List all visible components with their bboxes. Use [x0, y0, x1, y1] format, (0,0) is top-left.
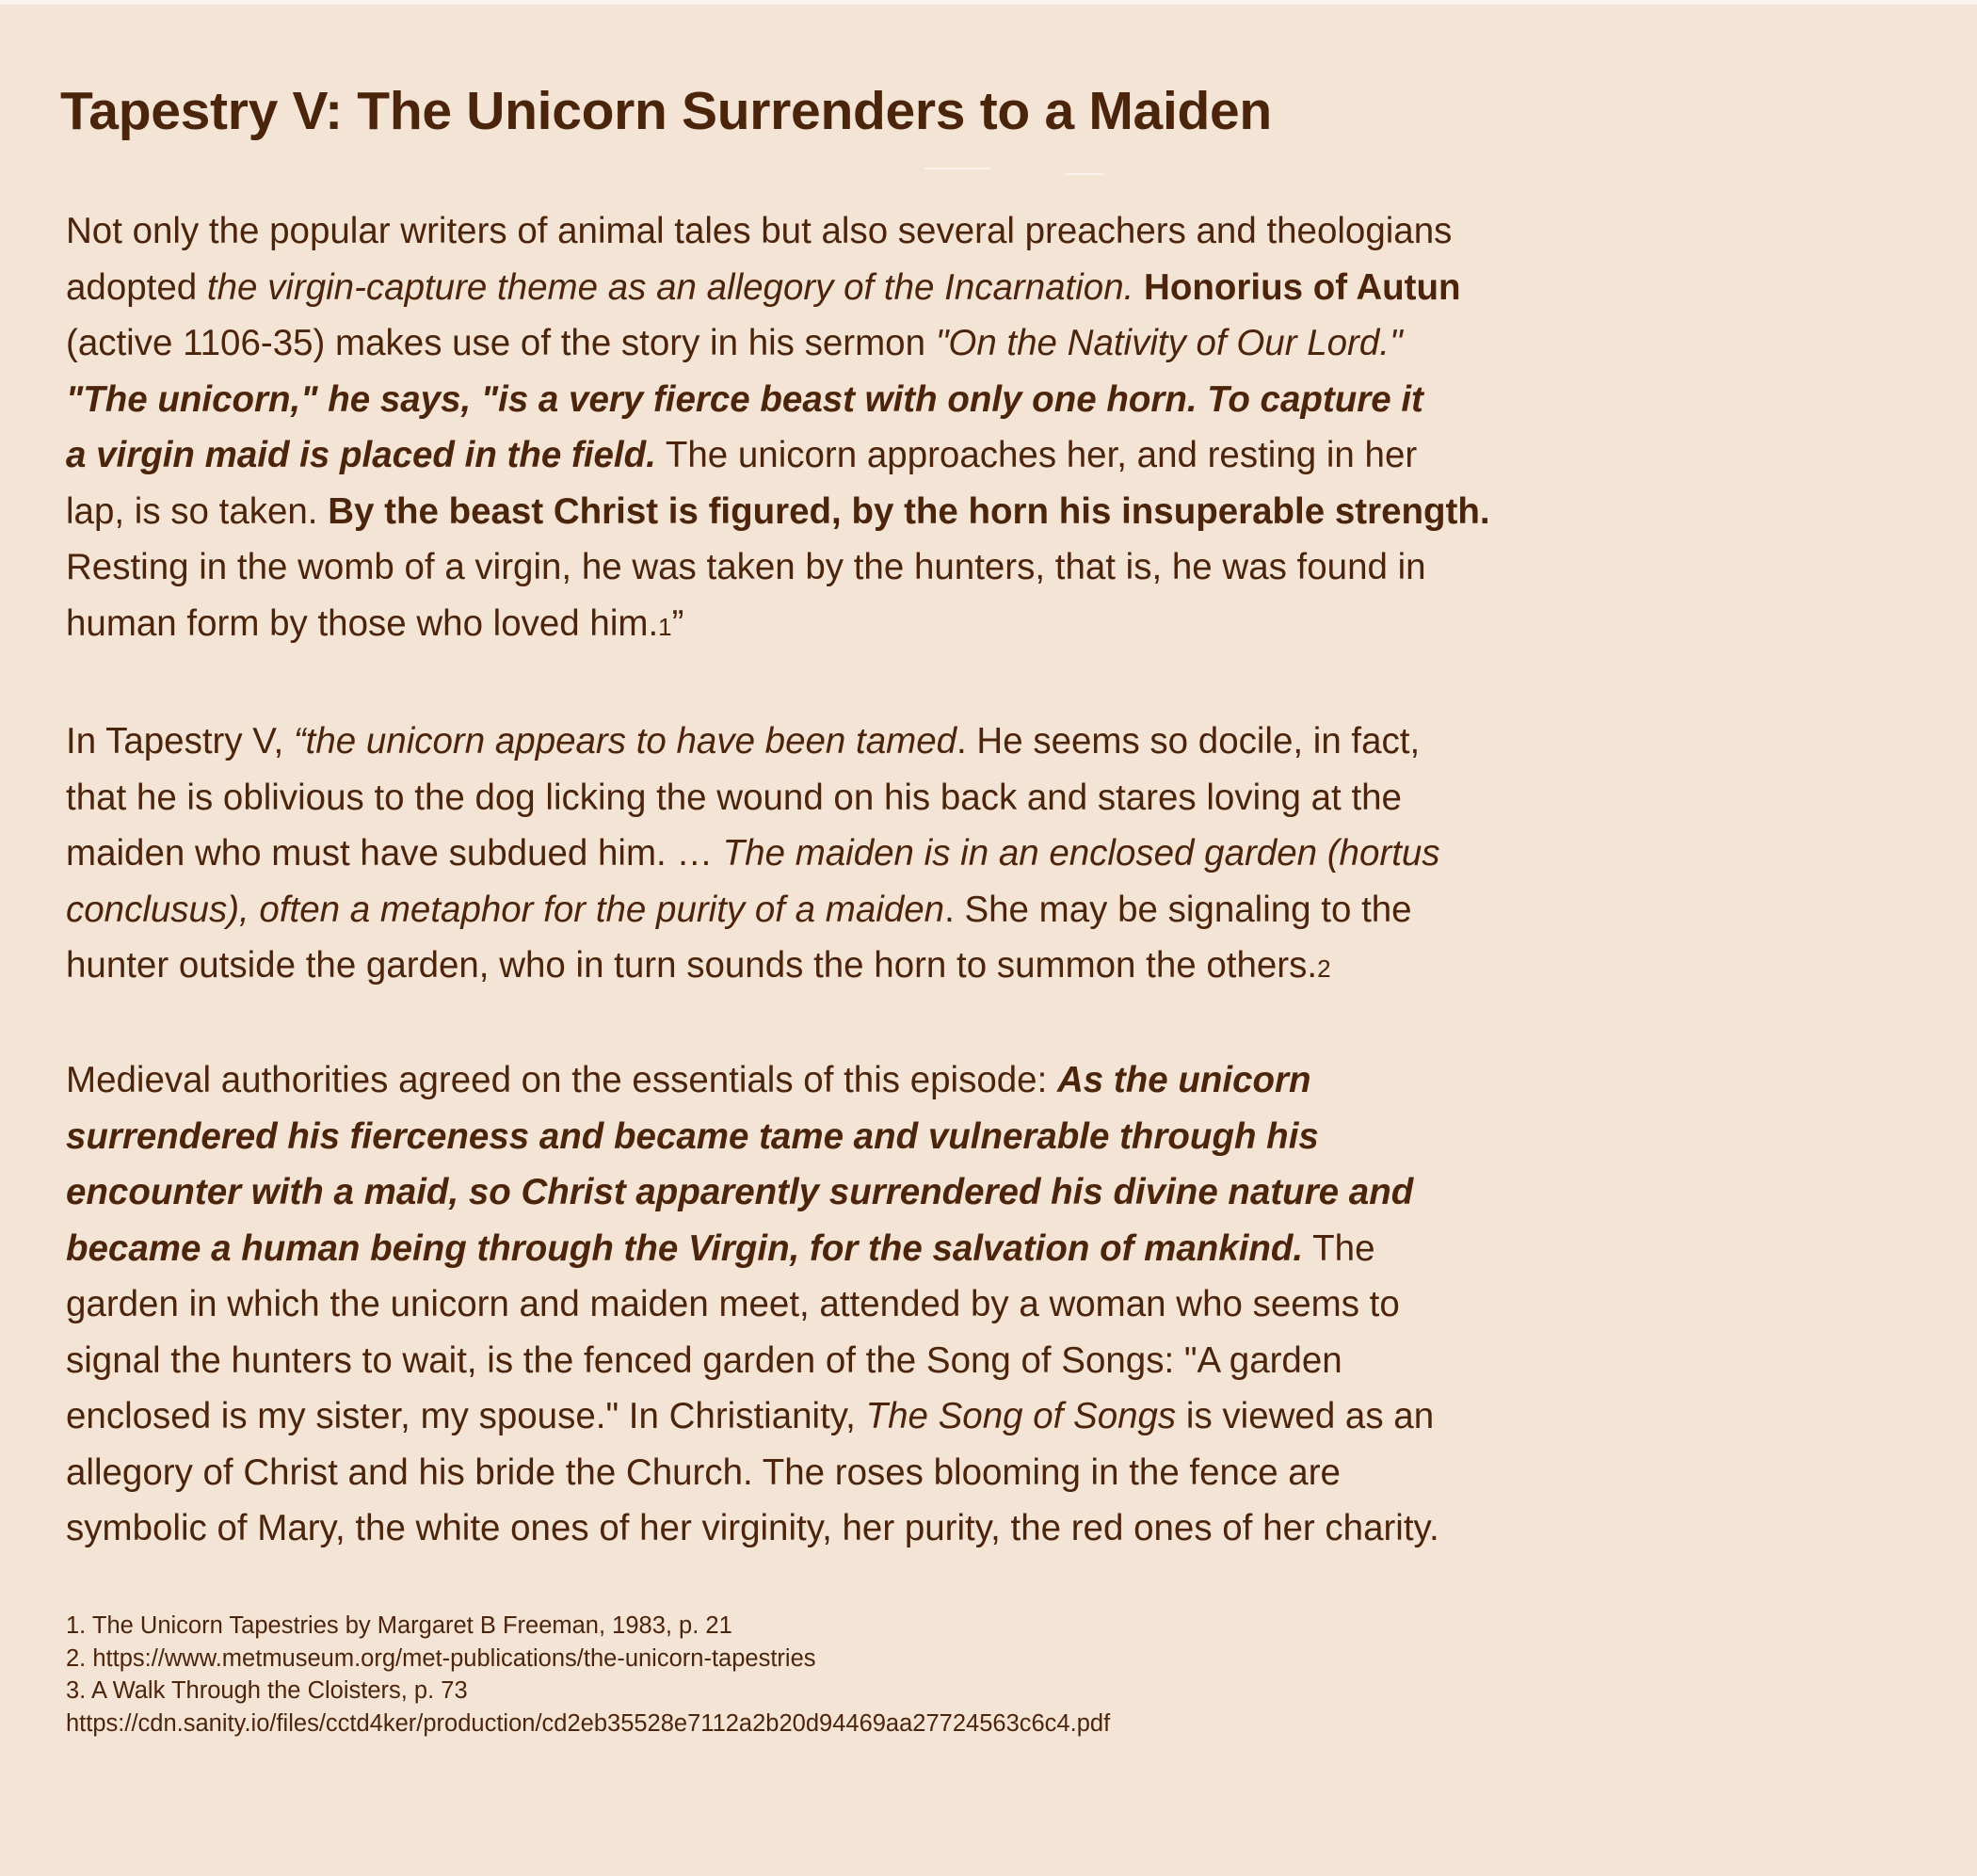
scan-artifact — [1066, 173, 1103, 175]
text-run: The unicorn approaches her, and resting in her — [655, 435, 1418, 475]
text-line — [66, 938, 1939, 994]
text-line — [66, 1164, 1939, 1221]
text-run: is viewed as an — [1176, 1396, 1435, 1436]
text-run: garden in which the unicorn and maiden meet, attended by a woman who seems to — [66, 1284, 1400, 1324]
text-run: . She may be signaling to the — [944, 889, 1412, 930]
text-run: Resting in the womb of a virgin, he was taken by the hunters, that is, he was found in — [66, 547, 1426, 587]
text-run: maiden who must have subdued him. … — [66, 833, 723, 874]
footnote-3: 3. A Walk Through the Cloisters, p. 73 — [66, 1677, 468, 1704]
footnote-1: 1. The Unicorn Tapestries by Margaret B Freeman, 1983, p. 21 — [66, 1612, 732, 1639]
text-run: "On the Nativity of Our Lord." — [935, 323, 1403, 363]
text-line — [66, 427, 1939, 484]
text-line — [66, 826, 1939, 882]
text-run: surrendered his fierceness and became tame and vulnerable through his — [66, 1115, 1319, 1157]
text-line — [66, 714, 1939, 770]
text-run: “the unicorn appears to have been tamed — [293, 721, 957, 762]
footnote-3-link[interactable]: https://cdn.sanity.io/files/cctd4ker/production/cd2eb35528e7112a2b20d94469aa27724563c6c4.pdf — [66, 1709, 1111, 1737]
text-run: adopted — [66, 266, 207, 308]
text-run: symbolic of Mary, the white ones of her virginity, her purity, the red ones of her charity. — [66, 1508, 1439, 1548]
text-run: In Tapestry V, — [66, 721, 294, 762]
text-line — [66, 1333, 1939, 1389]
text-line — [66, 484, 1939, 540]
text-line — [66, 372, 1939, 428]
text-run: human form by those who loved him. — [66, 602, 659, 644]
text-run: As the unicorn — [1056, 1060, 1311, 1100]
text-line — [66, 770, 1939, 826]
text-run: became a human being through the Virgin, for the salvation of mankind. — [66, 1227, 1304, 1269]
text-run: The Song of Songs — [865, 1396, 1177, 1436]
top-edge-strip — [0, 0, 1977, 5]
text-run: allegory of Christ and his bride the Church. The roses blooming in the fence are — [66, 1451, 1341, 1493]
footnote-marker: 1 — [658, 612, 672, 641]
text-run: By the beast Christ is figured, by the horn his insuperable strength. — [328, 490, 1490, 532]
text-line — [66, 1500, 1939, 1557]
paragraph-2 — [66, 714, 1939, 994]
text-run: a virgin maid is placed in the field. — [66, 435, 656, 475]
text-line — [66, 596, 1939, 652]
page-title: Tapestry V: The Unicorn Surrenders to a Maiden — [60, 81, 1272, 141]
text-run: The — [1303, 1227, 1375, 1269]
text-line — [66, 1109, 1939, 1165]
text-line — [66, 1445, 1939, 1501]
text-run: Honorius of Autun — [1144, 266, 1461, 308]
text-run: lap, is so taken. — [66, 490, 329, 532]
paragraph-3 — [66, 1052, 1939, 1557]
paragraph-1 — [66, 203, 1939, 651]
text-run: the virgin-capture theme as an allegory of the Incarnation. — [206, 266, 1134, 308]
text-run: . He seems so docile, in fact, — [956, 721, 1421, 762]
text-run: The maiden is in an enclosed garden (hortus — [722, 833, 1440, 874]
text-line — [66, 882, 1939, 938]
text-run — [1133, 267, 1144, 308]
text-run: signal the hunters to wait, is the fenced garden of the Song of Songs: "A garden — [66, 1339, 1342, 1381]
text-line — [66, 1388, 1939, 1445]
footnotes — [66, 1610, 1110, 1740]
text-line — [66, 260, 1939, 316]
text-run: "The unicorn," he says, "is a very fierce beast with only one horn. To capture it — [66, 378, 1423, 420]
footnote-2-link[interactable]: 2. https://www.metmuseum.org/met-publications/the-unicorn-tapestries — [66, 1644, 816, 1672]
text-run: that he is oblivious to the dog licking the wound on his back and stares loving at the — [66, 777, 1402, 818]
text-run: enclosed is my sister, my spouse." In Christianity, — [66, 1396, 866, 1436]
text-run: (active 1106-35) makes use of the story in his sermon — [66, 323, 936, 363]
text-line — [66, 203, 1939, 260]
text-line — [66, 1276, 1939, 1333]
text-line — [66, 1221, 1939, 1277]
scan-artifact — [924, 168, 990, 169]
text-run: encounter with a maid, so Christ apparently surrendered his divine nature and — [66, 1172, 1414, 1212]
text-run: conclusus), often a metaphor for the purity of a maiden — [66, 889, 945, 930]
text-line — [66, 1052, 1939, 1109]
text-run: ” — [671, 602, 684, 644]
text-run: Medieval authorities agreed on the essentials of this episode: — [66, 1060, 1057, 1100]
text-run: hunter outside the garden, who in turn sounds the horn to summon the others. — [66, 945, 1318, 986]
text-run: Not only the popular writers of animal tales but also several preachers and theologians — [66, 211, 1453, 251]
text-line — [66, 315, 1939, 372]
text-line — [66, 539, 1939, 596]
footnote-marker: 2 — [1317, 954, 1331, 983]
